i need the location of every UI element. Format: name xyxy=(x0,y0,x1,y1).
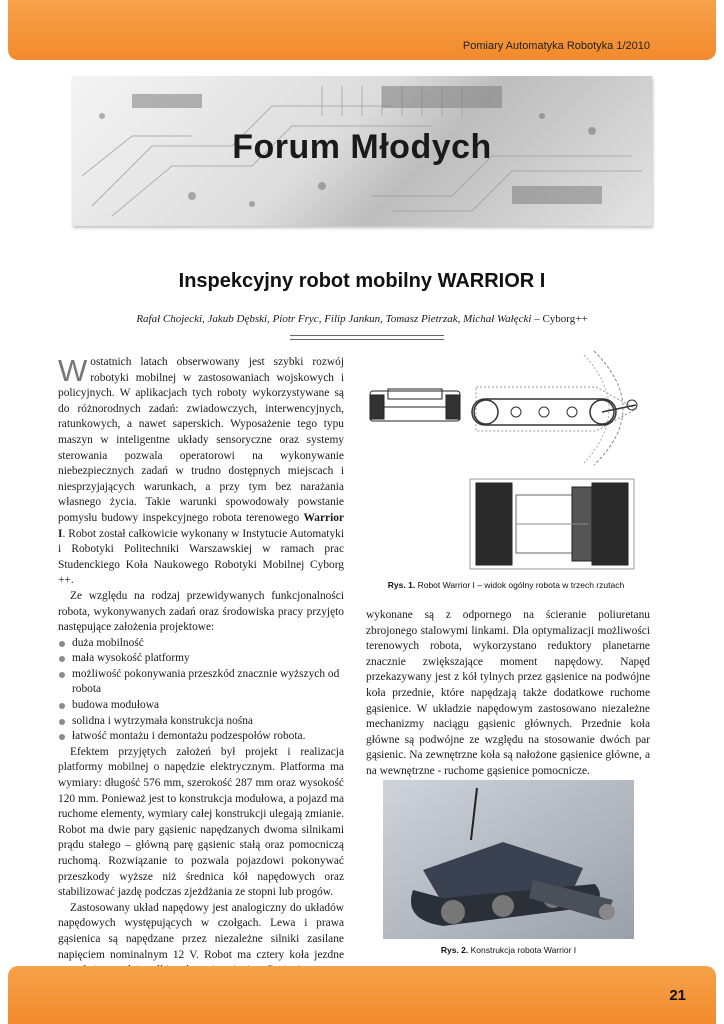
section-banner xyxy=(72,76,652,226)
title-rule-top xyxy=(290,335,444,336)
platform-paragraph: Efektem przyjętych założeń był projekt i realizacja platformy mobilnej o napędzie elektrycznym. Platforma ma wymiary: długość 576 mm, szerokość 287 mm oraz wysokość 120 mm. Ponieważ jest to konstrukcja modułowa, a pojazd ma ruchome elementy, wymiary całej konstrukcji ulegają zmianie. Robot ma dwie pary gąsienic napędzanych dwoma silnikami prądu stałego – główną parę gąsienic stałą oraz pomocniczą ruchomą. Rozwiązanie to pozwala pojazdowi pokonywać przeszkody wyższe niż średnica kół napędowych oraz stabilizować jazdę podczas zjeżdżania ze stopni lub progów. xyxy=(58,745,344,899)
author-affiliation: – Cyborg++ xyxy=(534,313,588,325)
footer-band xyxy=(8,966,716,1024)
title-rule-bottom xyxy=(290,339,444,340)
front-view xyxy=(370,389,460,421)
list-item: łatwość montażu i demontażu podzespołów robota. xyxy=(58,729,344,745)
drive-paragraph: Zastosowany układ napędowy jest analogiczny do układów napędowych występujących w czołgach. Lewa i prawa gąsienica są napędzane przez niezależne silniki zasilane napięciem nominalnym 12 V. Robot ma cztery koła jezdne xyxy=(58,901,344,961)
right-column xyxy=(366,608,650,780)
list-item: budowa modułowa xyxy=(58,698,344,714)
authors-line xyxy=(0,313,724,325)
section-title: Forum Młodych xyxy=(232,128,492,166)
intro-paragraph: Wostatnich latach obserwowany jest szybki rozwój robotyki mobilnej w zastosowaniach wojskowych i policyjnych. W aplikacjach tych roboty wykorzystywane są do różnorodnych zadań: zwiadowczych, interwencyjnych, ratunkowych, a nawet saperskich. Wyposażenie tego typu maszyn w inteligentne układy sensoryczne oraz systemy sterowania pozwala operatorowi na wykonywanie niebezpiecznych zadań w trudno dostępnych miejscach i niesprzyjających warunkach, a przy tym bez narażania własnego życia. Takie warunki spowodowały powstanie pomysłu budowy inspekcyjnego robota terenowego Warrior I. Robot został całkowicie wykonany w Instytucie Automatyki i Robotyki Politechniki Warszawskiej w ramach prac Studenckiego Koła Naukowego Robotyki Mobilnej Cyborg ++. xyxy=(58,353,344,587)
list-item: duża mobilność xyxy=(58,636,344,652)
robot-photo xyxy=(383,780,634,939)
left-column xyxy=(58,355,344,979)
design-assumptions-list xyxy=(58,636,344,745)
robot-name: Warrior I xyxy=(58,511,344,540)
journal-title: Pomiary Automatyka Robotyka 1/2010 xyxy=(462,40,650,52)
list-item: możliwość pokonywania przeszkód znacznie wyższych od robota xyxy=(58,667,344,698)
assumptions-paragraph: Ze względu na rodzaj przewidywanych funkcjonalności robota, wykonywanych zadań oraz środowiska pracy przyjęto następujące założenia projektowe: xyxy=(58,589,344,634)
robot-three-view-drawing xyxy=(366,345,646,573)
page-number: 21 xyxy=(669,987,686,1004)
figure-2-caption: Rys. 2. Konstrukcja robota Warrior I xyxy=(440,945,577,955)
author-names: Rafał Chojecki, Jakub Dębski, Piotr Fryc, Filip Jankun, Tomasz Pietrzak, Michał Wałęcki xyxy=(136,313,532,325)
side-view xyxy=(472,351,637,465)
tracks-paragraph: wykonane są z odpornego na ścieranie poliuretanu zbrojonego stalowymi linkami. Dla optymalizacji możliwości terenowych robota, wykorzystano reduktory planetarne znacznie zwiększające moment napędowy. Napęd przekazywany jest z kół tylnych przez gąsienice na podwójne koła przednie, które napędzają także dodatkowe ruchome gąsienice. W układzie napędowym zastosowano niezależne mechanizmy naciągu gąsienic głównych. Przednie koła główne są podwójne ze względu na stosowanie dwóch par gąsienic. Na zewnętrzne koła są nałożone gąsienice główne, a na wewnętrzne - ruchome gąsienice pomocnicze. xyxy=(366,609,650,777)
top-view xyxy=(470,479,634,569)
list-item: solidna i wytrzymała konstrukcja nośna xyxy=(58,714,344,730)
article-title: Inspekcyjny robot mobilny WARRIOR I xyxy=(178,270,546,292)
list-item: mała wysokość platformy xyxy=(58,651,344,667)
figure-1-caption: Rys. 1. Robot Warrior I – widok ogólny robota w trzech rzutach xyxy=(387,580,625,590)
drop-cap: W xyxy=(58,353,88,388)
